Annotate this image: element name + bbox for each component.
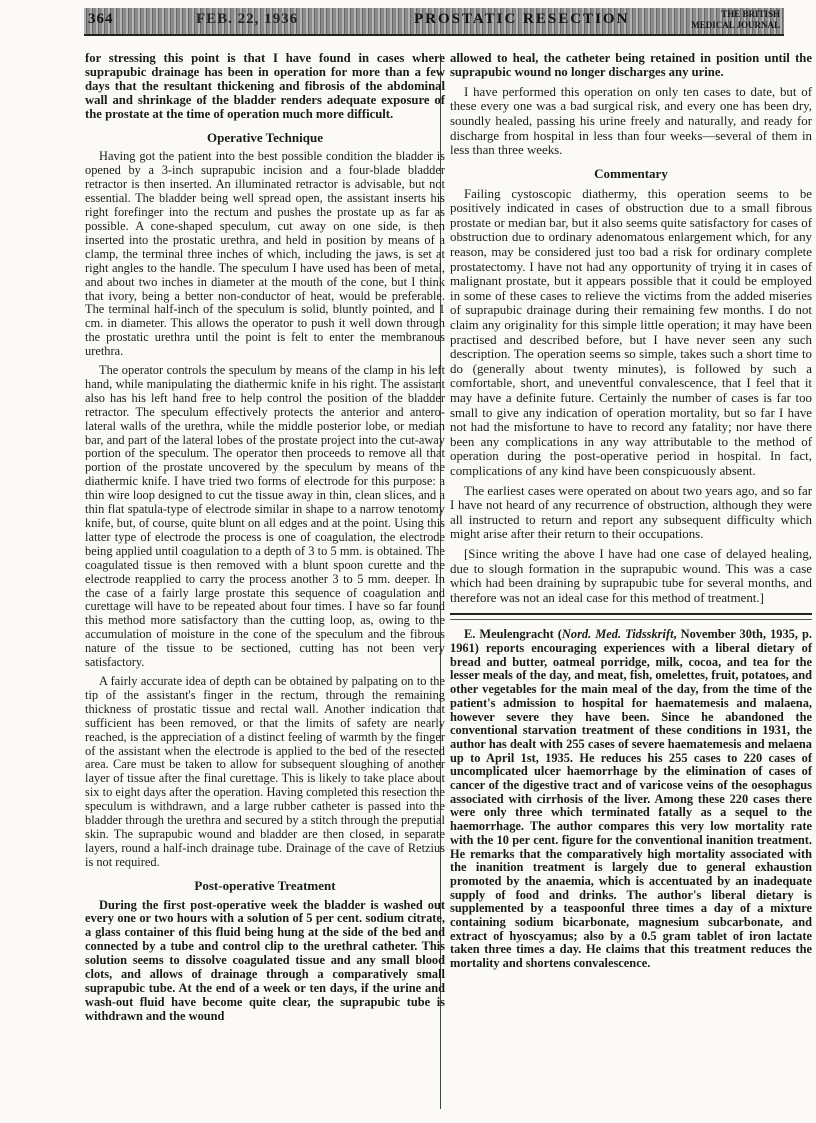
paragraph: allowed to heal, the catheter being retained in position until the suprapubic wound no longer discharges any urine. <box>450 51 812 79</box>
abstract-journal: Nord. Med. Tidsskrift <box>561 627 674 642</box>
page-number: 364 <box>88 11 114 27</box>
issue-date: FEB. 22, 1936 <box>196 11 299 27</box>
paragraph: Having got the patient into the best possible condition the bladder is opened by a 3-inch suprapubic incision and a four-blade bladder retractor is then inserted. An illuminated retractor is advisable, but not essential. The bladder being well spread open, the assistant inserts his right forefinger into the rectum and pushes the prostate up as far as possible. A cone-shaped speculum, cut away on one side, is then inserted into the prostatic urethra, and held in position by means of a clamp, the terminal three inches of which, including the jaws, is set at right angles to the handle. The speculum I have used has been of metal, and about two inches in diameter at the mouth of the cone, but I think that ivory, being a better non-conductor of heat, would be preferable. The terminal half-inch of the speculum is solid, bluntly pointed, and 1 cm. in diameter. This allows the operator to push it well down through the prostatic urethra until the point is felt to enter the membranous urethra. <box>85 149 445 359</box>
paragraph: The earliest cases were operated on about two years ago, and so far I have not heard of any recurrence of obstruction, although they were all instructed to return and report any subsequent difficulty which might arise after their return to their occupations. <box>450 483 812 542</box>
paragraph: [Since writing the above I have had one case of delayed healing, due to slough formation in the suprapubic wound. This was a case which had been draining by suprapubic tube for several months, and therefore was not an ideal case for this method of treatment.] <box>450 546 812 605</box>
abstract-text: , November 30th, 1935, p. 1961) reports encouraging experiences with a liberal dietary of bread and butter, oatmeal porridge, milk, cocoa, and tea for the lesser meals of the day, and meat, fish, omelettes, fruit, potatoes, and other vegetables for the main meal of the day, from the time of the patient's admission to hospital for haematemesis and malaena, however severe they have been. Since he abandoned the conventional starvation treatment of these conditions in 1931, the author has dealt with 255 cases of severe haematemesis and melaena up to April 1st, 1935. He reduces his 255 cases to 220 cases of uncomplicated ulcer haemorrhage by the elimination of cases of cancer of the digestive tract and of varicose veins of the oesophagus associated with cirrhosis of the liver. Among these 220 cases there were only three which terminated fatally as a sequel to the haemorrhage. The author compares this very low mortality rate with the 10 per cent. figure for the conventional inanition treatment. He remarks that the comparatively high mortality associated with the inanition treatment is largely due to general exhaustion promoted by the anaemia, which is accentuated by an inadequate supply of food and drinks. The author's liberal dietary is supplemented by a teaspoonful three times a day of a mixture containing sodium bicarbonate, magnesium subcarbonate, and extract of hyoscyamus; also by a 0.5 gram tablet of iron lactate taken three times a day. He claims that this treatment reduces the mortality and shortens convalescence. <box>450 627 813 971</box>
abstract-paragraph <box>450 628 812 971</box>
heading-commentary: Commentary <box>594 165 668 181</box>
intro-paragraph: for stressing this point is that I have found in cases where suprapubic drainage has been in operation for more than a few days that the resultant thickening and fibrosis of the abdominal wall and shrinkage of the bladder renders adequate exposure of the prostate at the time of operation much more difficult. <box>85 51 445 121</box>
heading-post-operative-treatment: Post-operative Treatment <box>194 877 336 893</box>
journal-line-2: MEDICAL JOURNAL <box>691 20 780 30</box>
heading-operative-technique: Operative Technique <box>207 129 323 145</box>
left-column <box>85 52 445 1029</box>
page-header <box>84 8 784 36</box>
paragraph: A fairly accurate idea of depth can be obtained by palpating on to the tip of the assistant's finger in the rectum, through the remaining thickness of prostatic tissue and rectal wall. Another indication that sufficient has been removed, or that the limits of safety are nearly reached, is the appreciation of a distinct feeling of warmth by the finger of the assistant when the electrode is applied to the bed of the resected area. Care must be taken to allow for subsequent sloughing of another layer of tissue after the final curettage. This is likely to take place about six to eight days after the operation. Having completed this resection the speculum is withdrawn, and a large rubber catheter is passed into the bladder through the urethra and secured by a stitch through the preputial skin. The suprapubic wound and bladder are then closed, in separate layers, round a half-inch drainage tube. Drainage of the cave of Retzius is not required. <box>85 673 445 869</box>
journal-line-1: THE BRITISH <box>721 9 780 19</box>
paragraph: Failing cystoscopic diathermy, this operation seems to be positively indicated in cases of obstruction due to a small fibrous prostate or median bar, but it also seems quite satisfactory for cases of obstruction due to ordinary adenomatous enlargement which, for any reason, may be considered just too bad a risk for ordinary complete prostatectomy. I have not had any opportunity of trying it in cases of malignant prostate, but it appears possible that it could be employed in some of these cases to relieve the victims from the added miseries of suprapubic drainage during their remaining few months. I do not claim any originality for this simple little operation; it may have been practised and described before, but I have never seen any such description. The operation seems so simple, takes such a short time to do (generally about twenty minutes), is followed by such a comfortable, short, and uneventful convalescence, that I feel that it may have a definite future. Certainly the number of cases is far too small to give any indication of operation mortality, but so far I have not had the misfortune to have to record any fatality; nor have there been any complications in any way attributable to the method of operation during the post-operative period in hospital. In fact, complications of any kind have been conspicuously absent. <box>450 186 812 478</box>
paragraph: The operator controls the speculum by means of the clamp in his left hand, while manipulating the diathermic knife in his right. The assistant also has his left hand free to help control the position of the bladder retractor. The speculum effectively protects the anterior and antero-lateral walls of the urethra, while the middle posterior lobe, or median bar, and part of the lateral lobes of the prostate project into the cut-away portion of the speculum. The operator then proceeds to remove all that portion of the prostate uncovered by the speculum by means of the diathermic knife. I have tried two forms of electrode for this purpose: a thin wire loop designed to cut the tissue away in thin, clean slices, and a thin flat spatula-type of electrode similar in shape to a narrow tenotomy knife, but, of course, quite blunt on all edges and at the point. Using this latter type of electrode the process is one of coagulation, the electrode being applied until coagulation to a depth of 3 to 5 mm. is obtained. The coagulated tissue is then removed with a blunt spoon curette and the electrode reapplied to carry the process another 3 to 5 mm. deeper. In the case of a fairly large prostate this sequence of coagulation and curettage will have to be repeated about four times. I have so far found this method more satisfactory than the cutting loop, as, owing to the accumulation of moisture in the cone of the speculum and the fibrous nature of the tissue to be sectioned, cutting has not been very satisfactory. <box>85 363 445 670</box>
section-rule <box>450 613 812 615</box>
running-title: PROSTATIC RESECTION <box>414 11 630 27</box>
journal-name <box>691 9 780 31</box>
paragraph: During the first post-operative week the bladder is washed out every one or two hours with a solution of 5 per cent. sodium citrate, a glass container of this fluid being hung at the side of the bed and connected by a tube and control clip to the urethral catheter. This solution seems to dissolve coagulated tissue and any small blood clots, and allows of drainage through a comparatively small suprapubic tube. At the end of a week or ten days, if the urine and wash-out fluid have become quite clear, the suprapubic tube is withdrawn and the wound <box>85 897 445 1023</box>
paragraph: I have performed this operation on only ten cases to date, but of these every one was a bad surgical risk, and every one has been dry, soundly healed, passing his urine freely and naturally, and ready for discharge from hospital in less than four weeks—several of them in less than three weeks. <box>450 84 812 158</box>
abstract-author: E. Meulengracht ( <box>464 627 562 642</box>
section-rule-thin <box>450 619 812 620</box>
right-column <box>450 52 812 976</box>
